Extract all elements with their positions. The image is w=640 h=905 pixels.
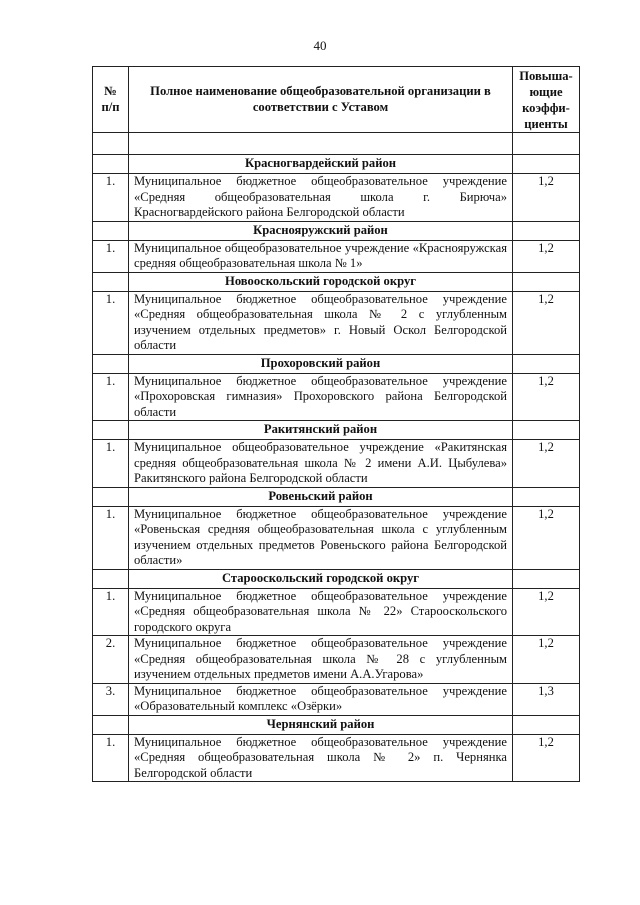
table-body [93,155,580,782]
coefficient: 1,2 [513,373,580,421]
district-coef-cell [513,421,580,440]
row-number: 1. [93,291,129,354]
district-name: Чернянский район [129,715,513,734]
school-name: Муниципальное бюджетное общеобразовательное учреждение «Средняя общеобразовательная школа № 2» п. Чернянка Белгородской области [129,734,513,782]
table-row [93,240,580,272]
district-name: Старооскольский городской округ [129,569,513,588]
row-number: 2. [93,636,129,684]
district-row [93,272,580,291]
coefficient: 1,2 [513,636,580,684]
row-number: 1. [93,506,129,569]
district-row [93,155,580,174]
district-row [93,715,580,734]
coefficient: 1,3 [513,683,580,715]
coefficient: 1,2 [513,291,580,354]
coefficient: 1,2 [513,734,580,782]
district-coef-cell [513,569,580,588]
school-name: Муниципальное общеобразовательное учреждение «Ракитянская средняя общеобразовательная школа № 2 имени А.И. Цыбулева» Ракитянского района Белгородской области [129,440,513,488]
district-row [93,354,580,373]
district-num-cell [93,272,129,291]
row-number: 1. [93,734,129,782]
district-num-cell [93,487,129,506]
district-num-cell [93,421,129,440]
school-name: Муниципальное бюджетное общеобразовательное учреждение «Средняя общеобразовательная школа № 2 с углубленным изучением отдельных предметов» г. Новый Оскол Белгородской области [129,291,513,354]
spacer-row [93,133,580,155]
district-coef-cell [513,155,580,174]
district-num-cell [93,155,129,174]
page-number: 40 [313,38,327,53]
table-row [93,373,580,421]
header-coef: Повыша-ющие коэффи-циенты [513,67,580,133]
school-name: Муниципальное бюджетное общеобразовательное учреждение «Средняя общеобразовательная школа № 22» Старооскольского городского округа [129,588,513,636]
school-name: Муниципальное бюджетное общеобразовательное учреждение «Ровеньская средняя общеобразовательная школа с углубленным изучением отдельных предметов Ровеньского района Белгородской области» [129,506,513,569]
table-row [93,440,580,488]
table-row [93,588,580,636]
table-row [93,636,580,684]
district-name: Ровеньский район [129,487,513,506]
table-row [93,683,580,715]
district-row [93,421,580,440]
school-name: Муниципальное бюджетное общеобразовательное учреждение «Средняя общеобразовательная школа № 28 с углубленным изучением отдельных предметов имени А.А.Угарова» [129,636,513,684]
row-number: 1. [93,440,129,488]
row-number: 1. [93,373,129,421]
header-num: № п/п [93,67,129,133]
coefficient: 1,2 [513,174,580,222]
district-name: Новооскольский городской округ [129,272,513,291]
school-name: Муниципальное бюджетное общеобразовательное учреждение «Образовательный комплекс «Озёрки» [129,683,513,715]
row-number: 1. [93,240,129,272]
table-header-row [93,67,580,133]
school-name: Муниципальное бюджетное общеобразовательное учреждение «Средняя общеобразовательная школа г. Бирюча» Красногвардейского района Белгородской области [129,174,513,222]
row-number: 3. [93,683,129,715]
row-number: 1. [93,588,129,636]
district-num-cell [93,354,129,373]
district-name: Ракитянский район [129,421,513,440]
coefficient: 1,2 [513,588,580,636]
district-row [93,569,580,588]
district-num-cell [93,221,129,240]
district-num-cell [93,569,129,588]
district-name: Красногвардейский район [129,155,513,174]
district-coef-cell [513,715,580,734]
coefficient: 1,2 [513,506,580,569]
district-name: Прохоровский район [129,354,513,373]
district-row [93,221,580,240]
coefficient: 1,2 [513,240,580,272]
table-row [93,174,580,222]
school-name: Муниципальное общеобразовательное учреждение «Краснояружская средняя общеобразовательная школа № 1» [129,240,513,272]
district-coef-cell [513,221,580,240]
district-coef-cell [513,272,580,291]
district-name: Краснояружский район [129,221,513,240]
header-name: Полное наименование общеобразовательной организации в соответствии с Уставом [129,67,513,133]
table-row [93,291,580,354]
table-row [93,734,580,782]
schools-table [92,66,580,782]
district-coef-cell [513,487,580,506]
school-name: Муниципальное бюджетное общеобразовательное учреждение «Прохоровская гимназия» Прохоровского района Белгородской области [129,373,513,421]
spacer-cell [129,133,513,155]
district-row [93,487,580,506]
coefficient: 1,2 [513,440,580,488]
row-number: 1. [93,174,129,222]
district-coef-cell [513,354,580,373]
table-row [93,506,580,569]
spacer-cell [513,133,580,155]
district-num-cell [93,715,129,734]
spacer-cell [93,133,129,155]
